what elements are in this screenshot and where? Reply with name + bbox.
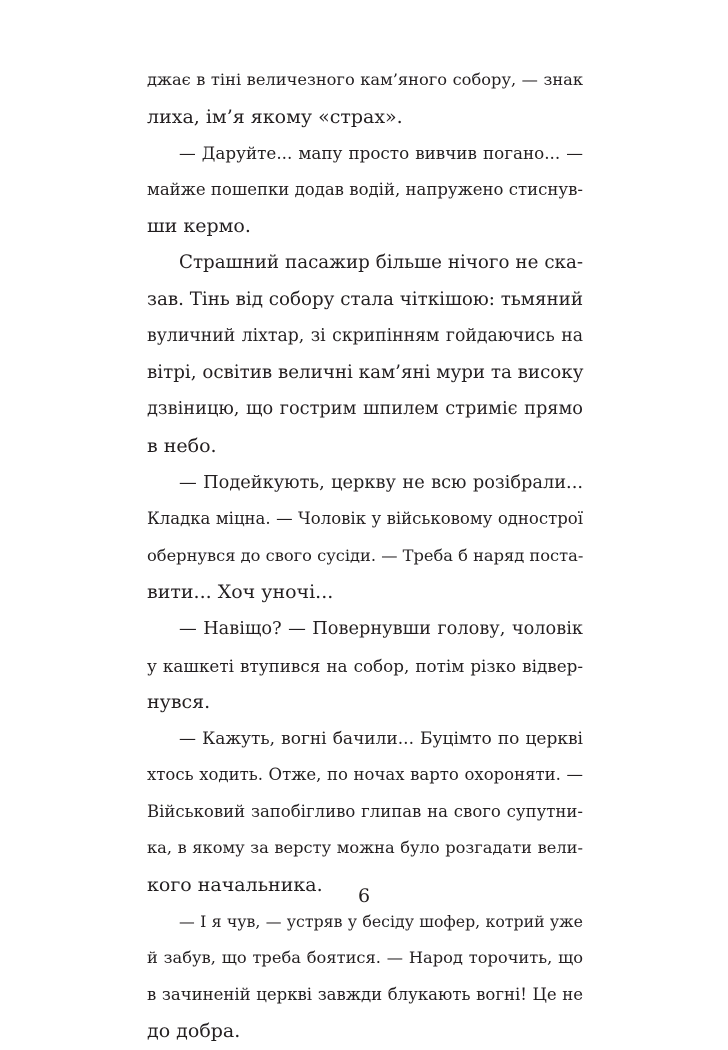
text-line: Військовий запобігливо глипав на свого супутни- [147, 801, 583, 821]
text-line: Страшний пасажир більше нічого не ска- [179, 251, 583, 273]
text-line: — Даруйте... мапу просто вивчив погано... — [179, 143, 583, 164]
page-number: 6 [357, 885, 371, 907]
text-line: — Кажуть, вогні бачили... Буцімто по церкві [179, 728, 583, 749]
text-line: хтось ходить. Отже, по ночах варто охороняти. — [147, 765, 583, 785]
text-line: у кашкеті втупився на собор, потім різко відвер- [147, 655, 583, 676]
text-line: — Навіщо? — Повернувши голову, чоловік [179, 618, 583, 639]
text-line: зав. Тінь від собору стала чіткішою: тьмяний [147, 288, 583, 310]
text-line: й забув, що треба боятися. — Народ торочить, що [147, 948, 583, 968]
text-line: — І я чув, — устряв у бесіду шофер, котрий уже [179, 911, 583, 931]
text-line: вітрі, освітив величні кам’яні мури та високу [147, 361, 584, 383]
text-line: майже пошепки додав водій, напружено стиснув- [147, 179, 583, 199]
text-line: до добра. [147, 1020, 241, 1043]
text-line: лиха, ім’я якому «страх». [147, 105, 403, 128]
text-line: дзвіницю, що гострим шпилем стриміє прямо [147, 399, 583, 420]
text-line: вуличний ліхтар, зі скрипінням гойдаючись на [147, 326, 583, 347]
text-line: вити... Хоч уночі... [147, 581, 334, 604]
text-line: нувся. [147, 691, 211, 714]
text-line: Кладка міцна. — Чоловік у військовому однострої [147, 509, 583, 529]
text-line: в небо. [147, 434, 217, 457]
text-line: — Подейкують, церкву не всю розібрали... [179, 472, 583, 493]
text-line: кого начальника. [147, 874, 323, 897]
text-line: ши кермо. [147, 215, 251, 238]
text-line: джає в тіні величезного кам’яного собору, — знак [147, 70, 583, 89]
text-line: ка, в якому за версту можна було розгадати вели- [147, 838, 583, 858]
text-line: обернувся до свого сусіди. — Треба б наряд поста- [147, 545, 584, 565]
text-line: в зачиненій церкві завжди блукають вогні! Це не [147, 984, 583, 1004]
